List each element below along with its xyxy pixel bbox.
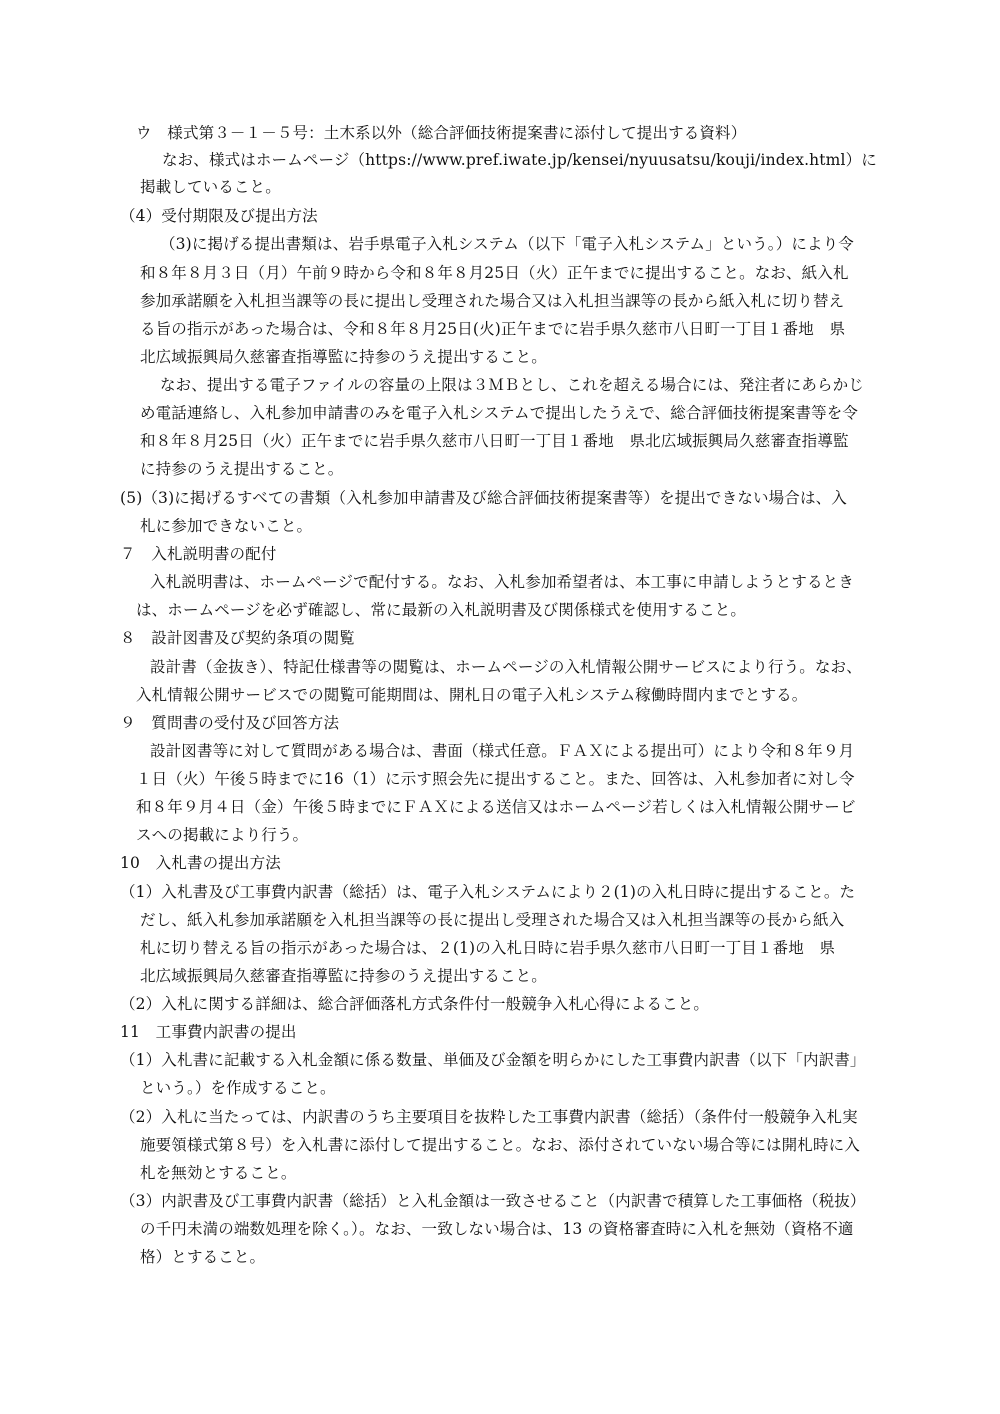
section-heading: （4）受付期限及び提出方法	[120, 207, 318, 225]
text-line: （1）入札書及び工事費内訳書（総括）は、電子入札システムにより２(1)の入札日時に提出すること。た	[120, 883, 856, 901]
text-line: 札を無効とすること。	[140, 1164, 297, 1182]
text-line: （3)に掲げる提出書類は、岩手県電子入札システム（以下「電子入札システム」という。）により令	[160, 235, 854, 253]
text-line: 掲載していること。	[140, 178, 281, 196]
section-heading: ８ 設計図書及び契約条項の閲覧	[120, 629, 355, 647]
text-line: 設計書（金抜き）、特記仕様書等の閲覧は、ホームページの入札情報公開サービスにより行う。なお、	[150, 658, 862, 676]
section-heading: ７ 入札説明書の配付	[120, 545, 277, 563]
text-line: 格）とすること。	[140, 1248, 266, 1266]
text-line: に持参のうえ提出すること。	[140, 460, 344, 478]
text-line: 札に切り替える旨の指示があった場合は、２(1)の入札日時に岩手県久慈市八日町一丁目１番地 県	[140, 939, 836, 957]
text-line: １日（火）午後５時までに16（1）に示す照会先に提出すること。また、回答は、入札参加者に対し令	[136, 770, 855, 788]
section-heading: ９ 質問書の受付及び回答方法	[120, 714, 340, 732]
text-line: だし、紙入札参加承諾願を入札担当課等の長に提出し受理された場合又は入札担当課等の長から紙入	[140, 911, 845, 929]
text-line: なお、提出する電子ファイルの容量の上限は３ＭＢとし、これを超える場合には、発注者にあらかじ	[160, 376, 864, 394]
text-line: 入札説明書は、ホームページで配付する。なお、入札参加希望者は、本工事に申請しようとするとき	[150, 573, 854, 591]
section-heading: 11 工事費内訳書の提出	[120, 1023, 297, 1041]
text-line: め電話連絡し、入札参加申請書のみを電子入札システムで提出したうえで、総合評価技術提案書等を令	[140, 404, 859, 422]
text-line: る旨の指示があった場合は、令和８年８月25日(火)正午までに岩手県久慈市八日町一丁目１番地 県	[140, 320, 846, 338]
text-line: 和８年９月４日（金）午後５時までにＦＡＸによる送信又はホームページ若しくは入札情報公開サービ	[136, 798, 856, 816]
text-line: 設計図書等に対して質問がある場合は、書面（様式任意。ＦＡＸによる提出可）により令和８年９月	[150, 742, 855, 760]
text-line: なお、様式はホームページ（https://www.pref.iwate.jp/kensei/nyuusatsu/kouji/index.html）に	[162, 151, 877, 169]
text-line: は、ホームページを必ず確認し、常に最新の入札説明書及び関係様式を使用すること。	[136, 601, 747, 619]
text-line: （2）入札に当たっては、内訳書のうち主要項目を抜粋した工事費内訳書（総括）（条件付一般競争入札実	[120, 1108, 858, 1126]
text-line: の千円未満の端数処理を除く。）。なお、一致しない場合は、13 の資格審査時に入札を無効（資格不適	[140, 1220, 854, 1238]
text-line: スへの掲載により行う。	[136, 826, 309, 844]
text-line: 施要領様式第８号）を入札書に添付して提出すること。なお、添付されていない場合等には開札時に入	[140, 1136, 860, 1154]
text-line: という。）を作成すること。	[140, 1079, 336, 1097]
text-line: （1）入札書に記載する入札金額に係る数量、単価及び金額を明らかにした工事費内訳書（以下「内訳書」	[120, 1051, 866, 1069]
text-line: (5)（3)に掲げるすべての書類（入札参加申請書及び総合評価技術提案書等）を提出できない場合は、入	[120, 489, 847, 507]
text-line: 和８年８月25日（火）正午までに岩手県久慈市八日町一丁目１番地 県北広域振興局久慈審査指導監	[140, 432, 849, 450]
text-line: 入札情報公開サービスでの閲覧可能期間は、開札日の電子入札システム稼働時間内までとする。	[136, 686, 808, 704]
text-line: ウ 様式第３－１－５号：土木系以外（総合評価技術提案書に添付して提出する資料）	[136, 124, 747, 142]
text-line: 和８年８月３日（月）午前９時から令和８年８月25日（火）正午までに提出すること。なお、紙入札	[140, 264, 849, 282]
text-line: 北広域振興局久慈審査指導監に持参のうえ提出すること。	[140, 348, 547, 366]
text-line: （3）内訳書及び工事費内訳書（総括）と入札金額は一致させること（内訳書で積算した工事価格（税抜）	[120, 1192, 866, 1210]
text-line: 参加承諾願を入札担当課等の長に提出し受理された場合又は入札担当課等の長から紙入札に切り替え	[140, 292, 845, 310]
text-line: （2）入札に関する詳細は、総合評価落札方式条件付一般競争入札心得によること。	[120, 995, 710, 1013]
section-heading: 10 入札書の提出方法	[120, 854, 281, 872]
text-line: 北広域振興局久慈審査指導監に持参のうえ提出すること。	[140, 967, 547, 985]
text-line: 札に参加できないこと。	[140, 517, 313, 535]
